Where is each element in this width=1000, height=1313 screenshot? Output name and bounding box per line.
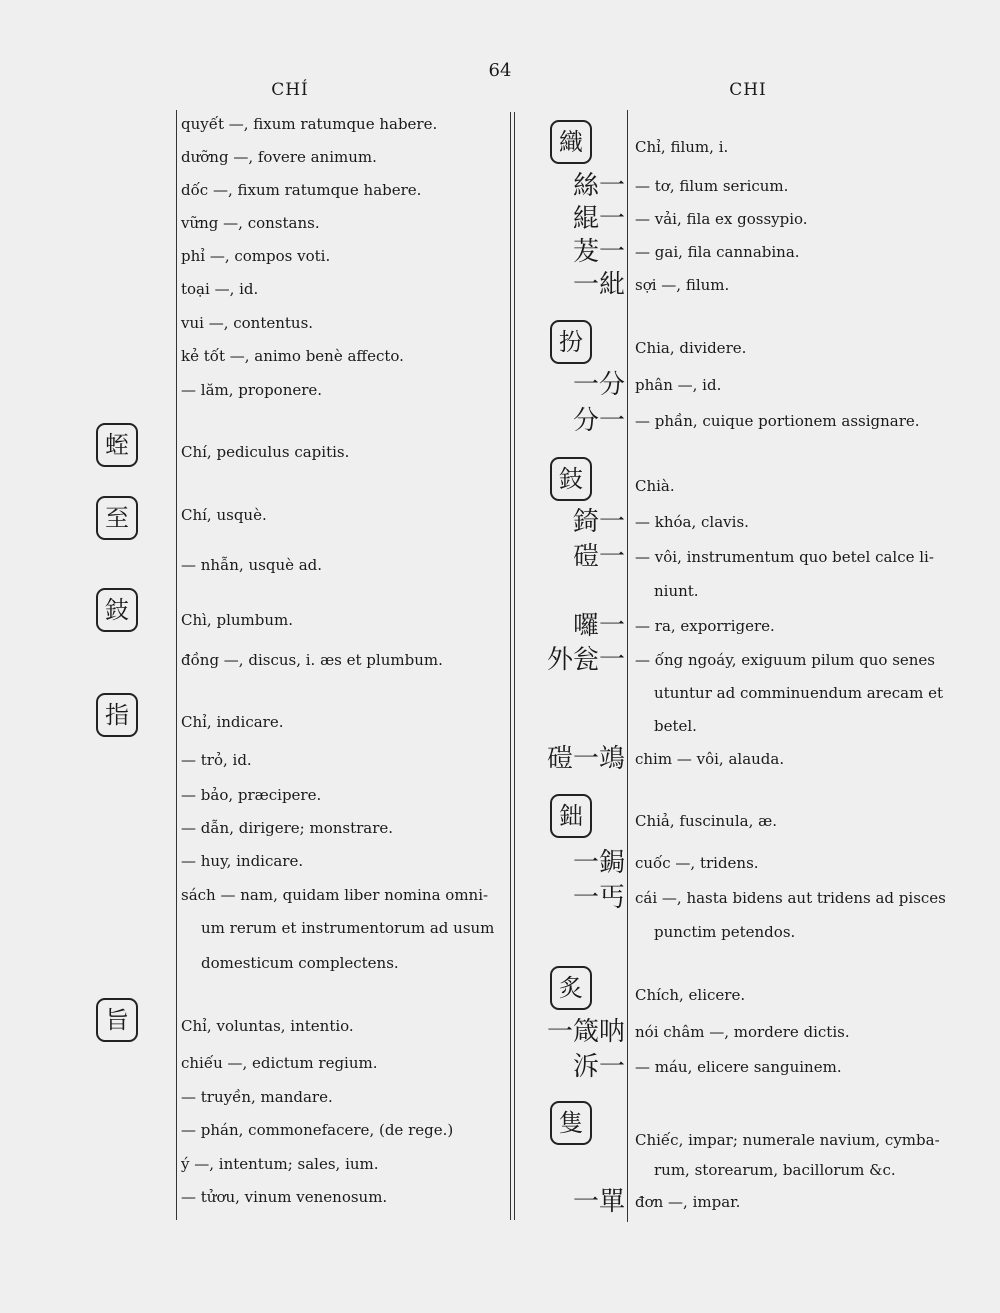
dictionary-entry [0, 1081, 500, 1113]
running-header-left: CHÍ [271, 80, 309, 100]
entry-definition: — máu, elicere sanguinem. [635, 1058, 842, 1076]
entry-definition: — phán, commonefacere, (de rege.) [181, 1121, 454, 1139]
entry-definition: phân —, id. [635, 376, 722, 394]
dictionary-entry [0, 847, 1000, 879]
dictionary-entry [0, 1051, 1000, 1083]
entry-definition: đồng —, discus, i. æs et plumbum. [181, 651, 443, 669]
hanzi-compound: 囉一 [572, 611, 625, 641]
entry-definition: — dẫn, dirigere; monstrare. [181, 819, 394, 837]
boxed-head-character: 扮 [550, 320, 592, 364]
entry-definition: — vải, fila ex gossypio. [635, 210, 808, 228]
dictionary-entry [0, 610, 1000, 642]
boxed-head-character: 旨 [96, 998, 138, 1042]
headword-definition: Chí, pediculus capitis. [181, 443, 350, 461]
entry-definition: — lăm, proponere. [181, 381, 323, 399]
hanzi-compound: 一鋦 [572, 848, 625, 878]
entry-definition: vui —, contentus. [181, 314, 314, 332]
entry-definition: đơn —, impar. [635, 1193, 741, 1211]
entry-definition: — ống ngoáy, exiguum pilum quo senes [635, 651, 935, 669]
entry-continuation: um rerum et instrumentorum ad usum [201, 919, 495, 937]
boxed-head-character: 隻 [550, 1101, 592, 1145]
hanzi-compound: 外瓮一 [546, 645, 625, 675]
entry-definition: cái —, hasta bidens aut tridens ad pisces [635, 889, 946, 907]
entry-definition: chiếu —, edictum regium. [181, 1054, 378, 1072]
entry-continuation: betel. [654, 717, 697, 735]
hanzi-compound: 磑一鴗 [546, 744, 625, 774]
entry-definition: toại —, id. [181, 280, 259, 298]
boxed-head-character: 鈘 [96, 588, 138, 632]
entry-definition: — ra, exporrigere. [635, 617, 775, 635]
entry-definition: — truyền, mandare. [181, 1088, 333, 1106]
dictionary-entry [0, 405, 1000, 437]
hanzi-compound: 磑一 [572, 542, 625, 572]
headword-definition: Chích, elicere. [635, 986, 746, 1004]
boxed-head-character: 指 [96, 693, 138, 737]
entry-definition: dốc —, fixum ratumque habere. [181, 181, 422, 199]
hanzi-compound: 分一 [572, 406, 625, 436]
headword-definition: Chỉ, voluntas, intentio. [181, 1017, 354, 1035]
boxed-head-character: 炙 [550, 966, 592, 1010]
entry-continuation: punctim petendos. [654, 923, 796, 941]
boxed-head-character: 鈘 [550, 457, 592, 501]
running-header-right: CHI [729, 80, 767, 100]
entry-continuation: domesticum complectens. [201, 954, 399, 972]
dictionary-entry [0, 269, 1000, 301]
headword-entry [0, 706, 500, 738]
dictionary-entry [0, 743, 1000, 775]
headword-definition: Chỉ, indicare. [181, 713, 284, 731]
hanzi-compound: 絲一 [572, 171, 625, 201]
entry-definition: dưỡng —, fovere animum. [181, 148, 377, 166]
headword-entry [0, 1124, 1000, 1156]
boxed-head-character: 蛭 [96, 423, 138, 467]
entry-definition: — phần, cuique portionem assignare. [635, 412, 920, 430]
entry-definition: ý —, intentum; sales, ium. [181, 1155, 379, 1173]
entry-definition: — bảo, præcipere. [181, 786, 322, 804]
hanzi-compound: 一單 [572, 1187, 625, 1217]
hanzi-compound: 緄一 [572, 204, 625, 234]
entry-definition: quyết —, fixum ratumque habere. [181, 115, 438, 133]
entry-definition: — tơ, filum sericum. [635, 177, 789, 195]
headword-entry [0, 436, 500, 468]
headword-definition: Chỉ, filum, i. [635, 138, 729, 156]
dictionary-entry [0, 203, 1000, 235]
dictionary-entry [0, 541, 1000, 573]
headword-definition: Chià. [635, 477, 675, 495]
dictionary-entry [0, 170, 1000, 202]
dictionary-entry [0, 236, 1000, 268]
headword-entry [0, 470, 1000, 502]
entry-definition: sợi —, filum. [635, 276, 730, 294]
entry-definition: — nhẫn, usquè ad. [181, 556, 323, 574]
entry-definition: — vôi, instrumentum quo betel calce li- [635, 548, 934, 566]
entry-definition: nói châm —, mordere dictis. [635, 1023, 850, 1041]
entry-definition: — huy, indicare. [181, 852, 304, 870]
dictionary-entry [0, 1186, 1000, 1218]
boxed-head-character: 至 [96, 496, 138, 540]
entry-definition: chim — vôi, alauda. [635, 750, 785, 768]
headword-definition: Chí, usquè. [181, 506, 267, 524]
dictionary-entry [0, 1016, 1000, 1048]
hanzi-compound: 錡一 [572, 507, 625, 537]
entry-definition: — trỏ, id. [181, 751, 252, 769]
boxed-head-character: 鈯 [550, 794, 592, 838]
headword-definition: Chiếc, impar; numerale navium, cymba- [635, 1131, 940, 1149]
dictionary-entry [0, 644, 1000, 676]
hanzi-compound: 一丐 [572, 883, 625, 913]
entry-definition: — tửơu, vinum venenosum. [181, 1188, 388, 1206]
entry-definition: cuốc —, tridens. [635, 854, 759, 872]
entry-definition: phỉ —, compos voti. [181, 247, 331, 265]
entry-definition: sách — nam, quidam liber nomina omni- [181, 886, 489, 904]
headword-definition: Chia, dividere. [635, 339, 747, 357]
headword-definition: Chì, plumbum. [181, 611, 294, 629]
headword-entry [0, 979, 1000, 1011]
entry-continuation: utuntur ad comminuendum arecam et [654, 684, 943, 702]
boxed-head-character: 織 [550, 120, 592, 164]
hanzi-compound: 一箴呐 [546, 1017, 625, 1047]
entry-continuation: niunt. [654, 582, 699, 600]
hanzi-compound: 茇一 [572, 237, 625, 267]
headword-entry [0, 131, 1000, 163]
entry-definition: vững —, constans. [181, 214, 320, 232]
dictionary-entry [0, 882, 1000, 914]
headword-entry [0, 332, 1000, 364]
hanzi-compound: 一紕 [572, 270, 625, 300]
page-number: 64 [488, 60, 512, 81]
dictionary-entry [0, 369, 1000, 401]
entry-definition: kẻ tốt —, animo benè affecto. [181, 347, 404, 365]
entry-definition: — khóa, clavis. [635, 513, 749, 531]
hanzi-compound: 泝一 [572, 1052, 625, 1082]
hanzi-compound: 一分 [572, 370, 625, 400]
entry-continuation: rum, storearum, bacillorum &c. [654, 1161, 896, 1179]
headword-definition: Chiả, fuscinula, æ. [635, 812, 777, 830]
entry-definition: — gai, fila cannabina. [635, 243, 800, 261]
dictionary-entry [0, 506, 1000, 538]
headword-entry [0, 805, 1000, 837]
